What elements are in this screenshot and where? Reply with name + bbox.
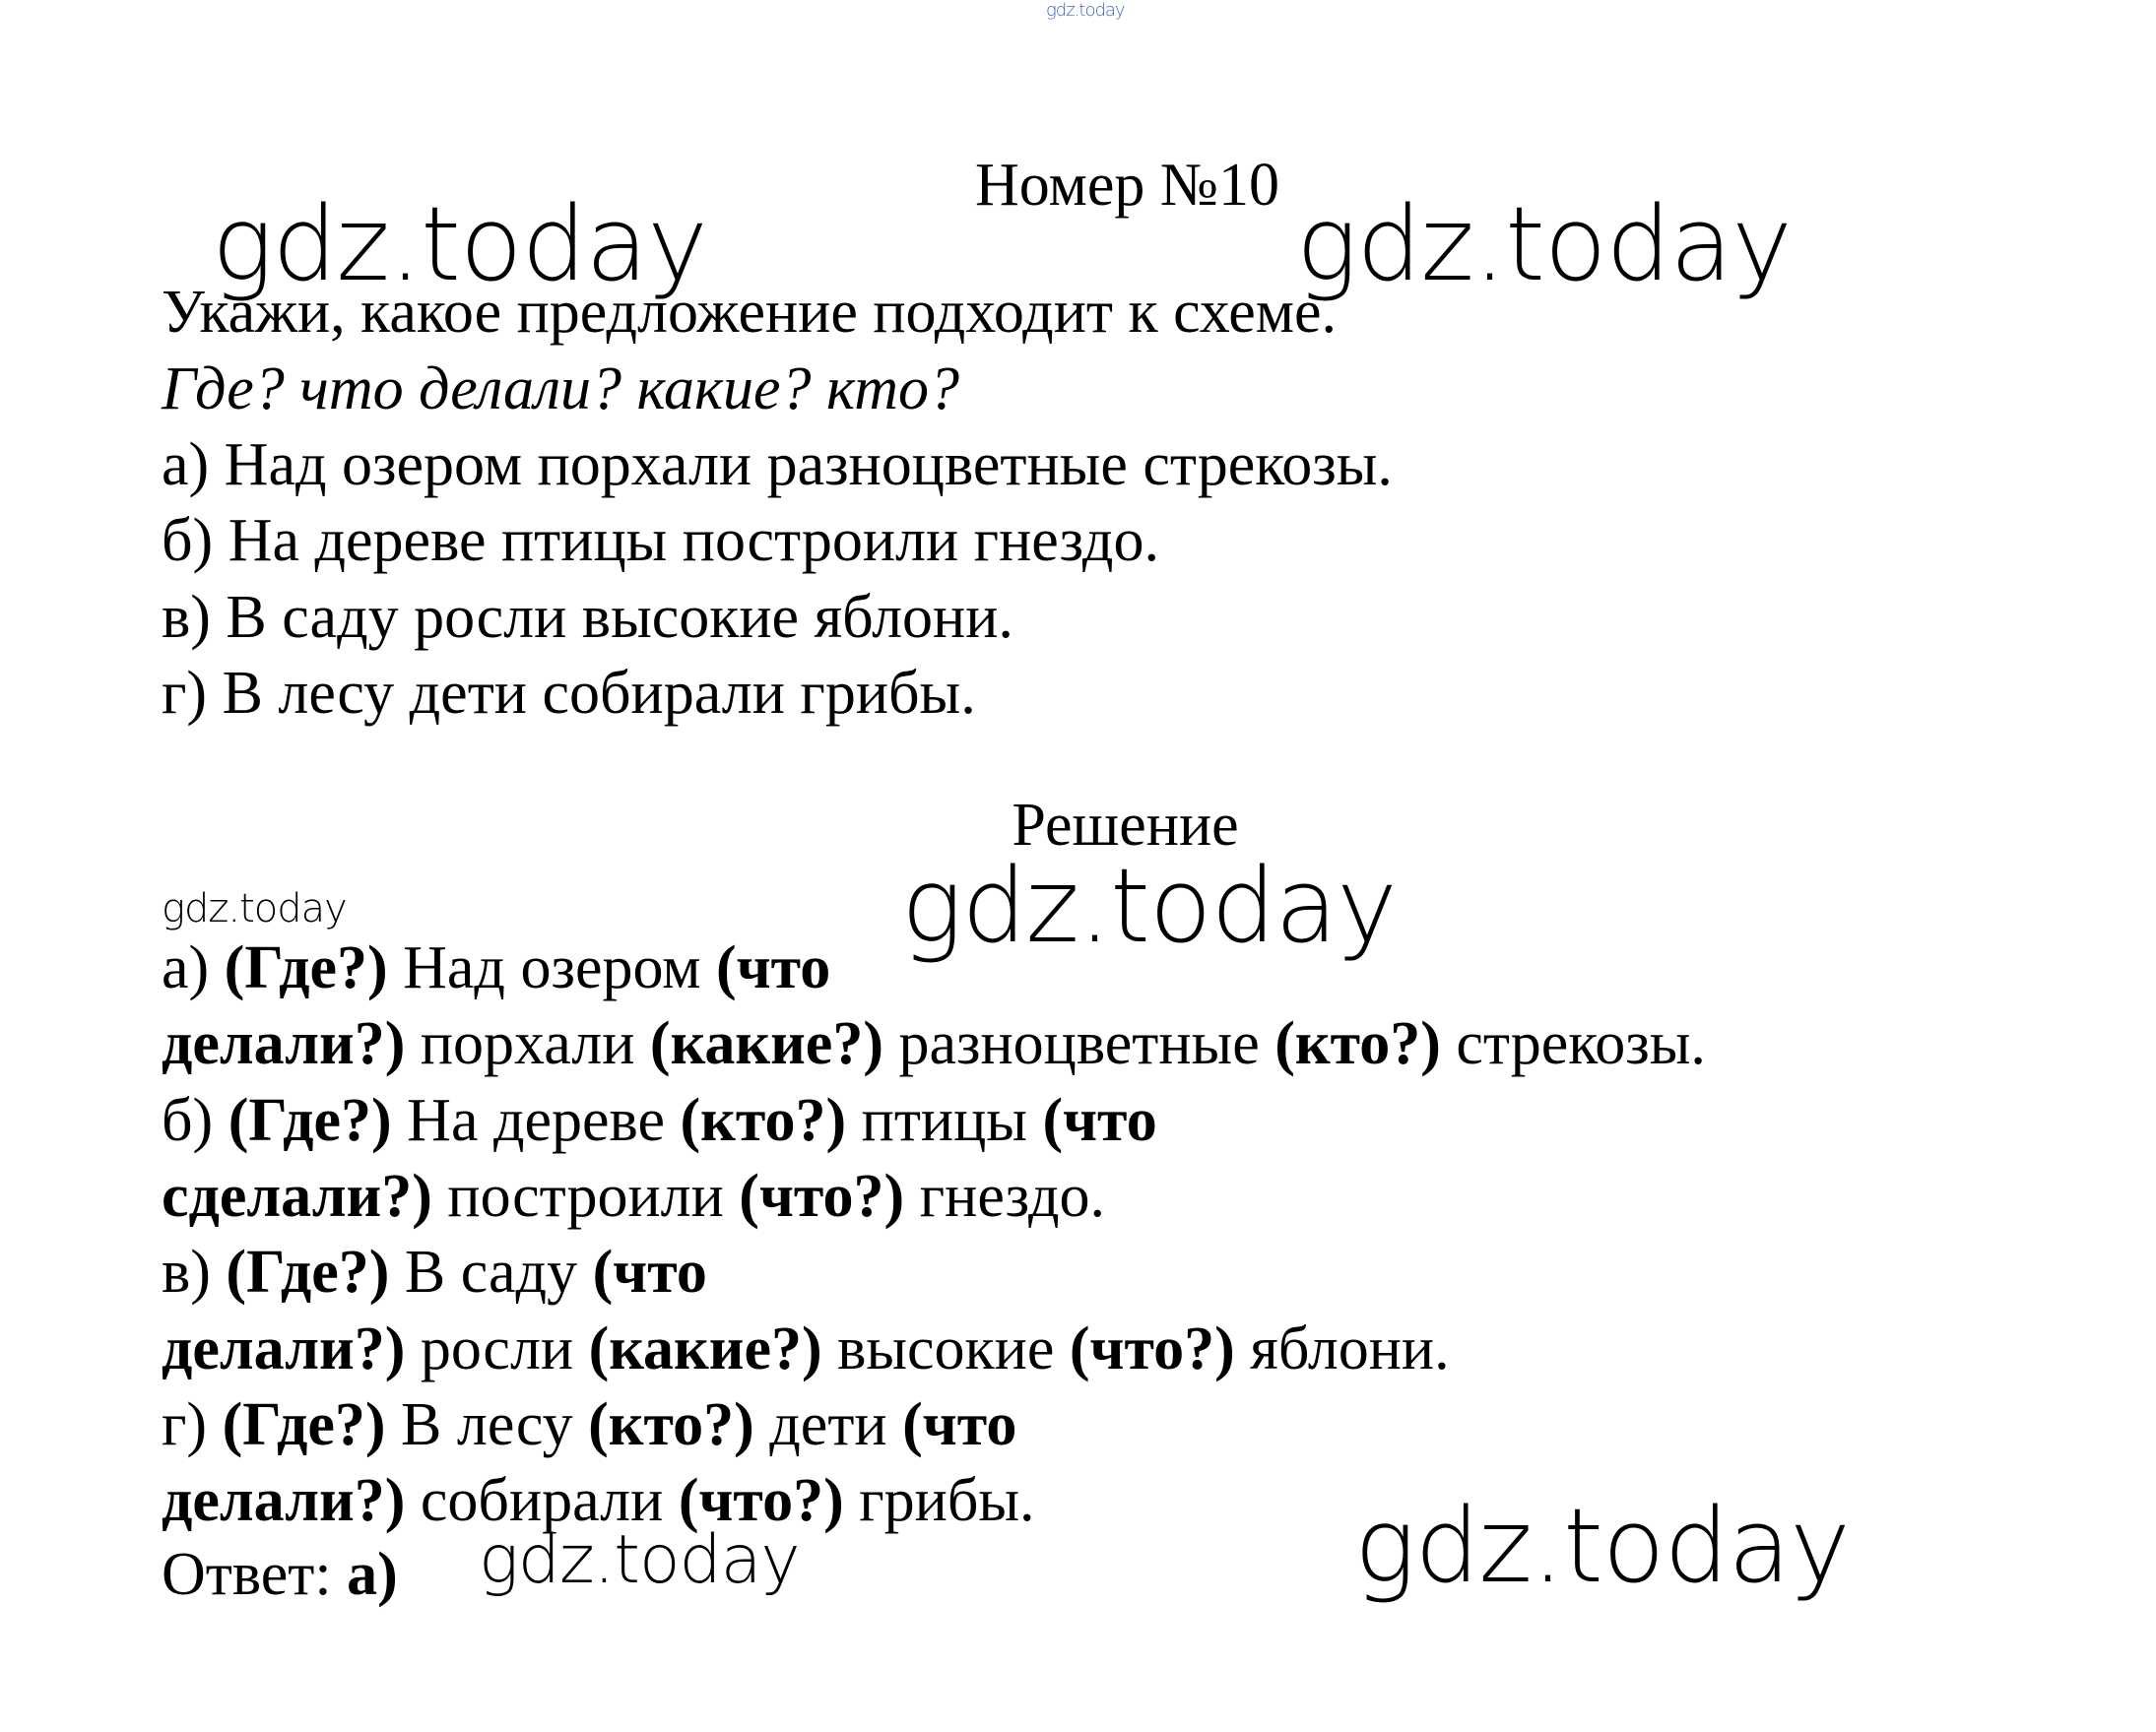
solution-text: в): [162, 1239, 227, 1306]
task-scheme: Где? что делали? какие? кто?: [162, 355, 959, 422]
watermark-large-bottom: gdz.today: [1354, 1486, 1850, 1606]
solution-text: стрекозы.: [1440, 1010, 1706, 1077]
answer-line: [162, 1541, 398, 1608]
solution-line: [162, 1163, 1106, 1230]
solution-question-bold: (что: [1042, 1087, 1157, 1154]
solution-question-bold: делали?): [162, 1315, 406, 1382]
solution-question-bold: (какие?): [649, 1010, 883, 1077]
solution-text: г): [162, 1391, 223, 1458]
watermark-answer: gdz.today: [479, 1521, 800, 1599]
task-question: Укажи, какое предложение подходит к схеме.: [162, 279, 1338, 346]
solution-line: [162, 1391, 1017, 1458]
solution-heading: Решение: [1012, 792, 1239, 859]
solution-text: яблони.: [1234, 1315, 1450, 1382]
answer-label: Ответ:: [162, 1541, 348, 1608]
solution-question-bold: (Где?): [222, 1391, 386, 1458]
solution-question-bold: делали?): [162, 1467, 406, 1534]
solution-text: птицы: [846, 1087, 1043, 1154]
solution-question-bold: (что?): [739, 1163, 905, 1230]
solution-question-bold: (что: [716, 934, 831, 1001]
solution-text: высокие: [821, 1315, 1070, 1382]
task-option-b: б) На дереве птицы построили гнездо.: [162, 507, 1159, 574]
solution-question-bold: (Где?): [228, 1087, 392, 1154]
solution-text: построили: [431, 1163, 740, 1230]
solution-line: [162, 934, 831, 1001]
solution-line: [162, 1010, 1706, 1077]
solution-question-bold: сделали?): [162, 1163, 432, 1230]
solution-question-bold: (кто?): [588, 1391, 754, 1458]
solution-text: а): [162, 934, 225, 1001]
solution-text: В лесу: [385, 1391, 589, 1458]
task-option-c: в) В саду росли высокие яблони.: [162, 584, 1013, 651]
solution-question-bold: (кто?): [680, 1087, 847, 1154]
solution-text: разноцветные: [882, 1010, 1275, 1077]
solution-text: На дереве: [391, 1087, 681, 1154]
solution-question-bold: (Где?): [226, 1239, 390, 1306]
watermark-large-right: gdz.today: [1296, 184, 1792, 304]
solution-text: Над озером: [387, 934, 717, 1001]
solution-line: [162, 1239, 707, 1306]
solution-line: [162, 1467, 1035, 1534]
solution-text: порхали: [405, 1010, 650, 1077]
task-option-d: г) В лесу дети собирали грибы.: [162, 660, 976, 727]
solution-question-bold: (кто?): [1274, 1010, 1441, 1077]
watermark-large-left: gdz.today: [212, 184, 707, 304]
watermark-large-solution: gdz.today: [901, 846, 1397, 966]
task-option-a: а) Над озером порхали разноцветные стрекозы.: [162, 431, 1393, 498]
solution-text: б): [162, 1087, 229, 1154]
solution-text: собирали: [405, 1467, 679, 1534]
solution-text: грибы.: [843, 1467, 1035, 1534]
solution-text: дети: [753, 1391, 903, 1458]
solution-question-bold: (что?): [678, 1467, 844, 1534]
watermark-small-solution: gdz.today: [162, 886, 347, 931]
solution-text: росли: [405, 1315, 589, 1382]
watermark-top: gdz.today: [1046, 0, 1125, 21]
page-title: Номер №10: [974, 152, 1279, 219]
solution-question-bold: (какие?): [588, 1315, 822, 1382]
solution-text: В саду: [389, 1239, 593, 1306]
solution-question-bold: (что?): [1069, 1315, 1235, 1382]
solution-question-bold: делали?): [162, 1010, 406, 1077]
solution-text: гнездо.: [904, 1163, 1106, 1230]
solution-line: [162, 1087, 1157, 1154]
solution-question-bold: (что: [592, 1239, 707, 1306]
solution-question-bold: (Где?): [224, 934, 388, 1001]
solution-line: [162, 1315, 1450, 1382]
solution-question-bold: (что: [902, 1391, 1017, 1458]
answer-value: а): [347, 1541, 398, 1608]
